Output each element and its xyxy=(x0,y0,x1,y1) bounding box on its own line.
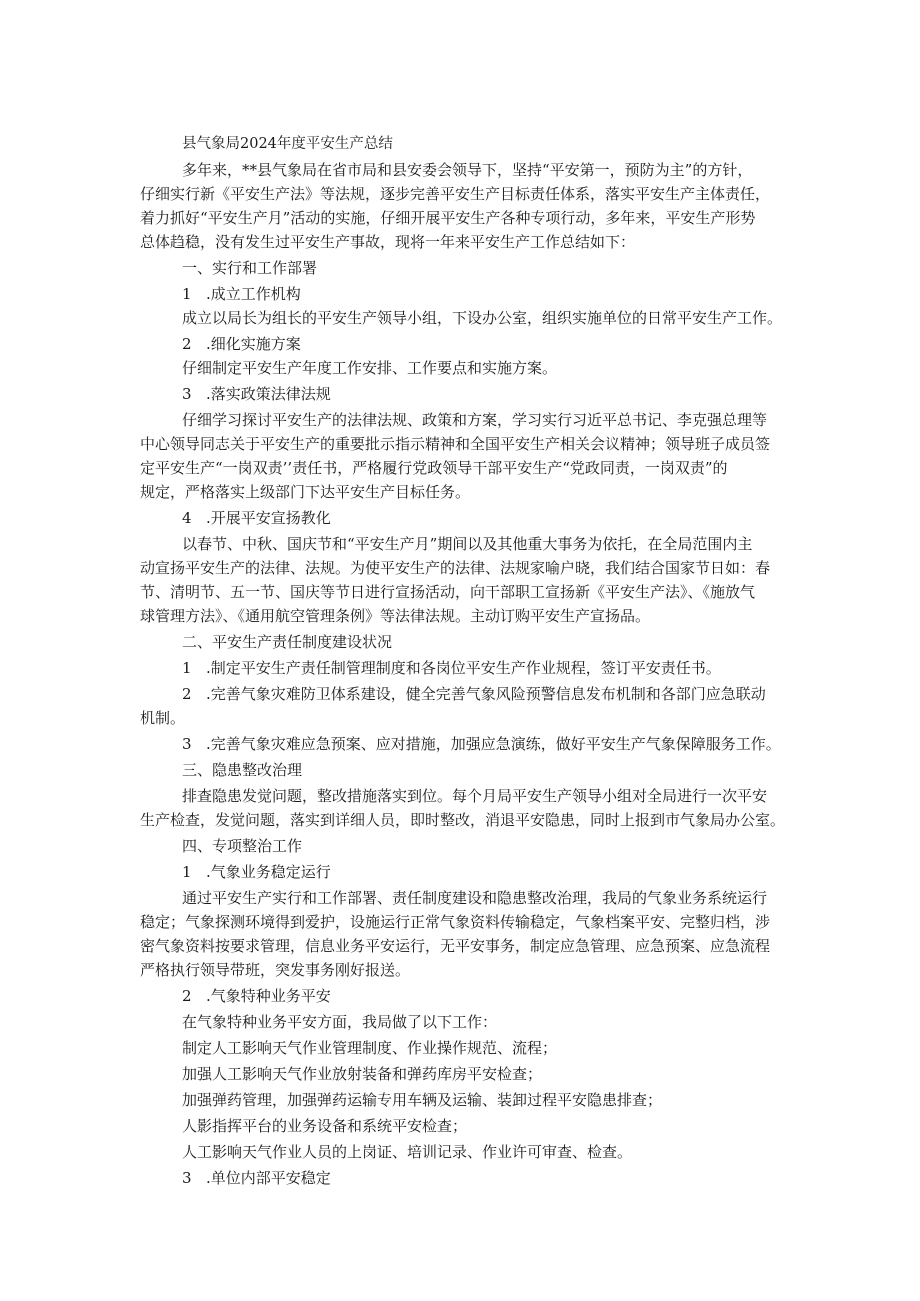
item-label: .气象业务稳定运行 xyxy=(206,863,331,881)
section-item xyxy=(140,382,788,406)
intro-paragraph xyxy=(140,158,788,254)
list-item: 人影指挥平台的业务设备和系统平安检查； xyxy=(182,1117,468,1135)
paragraph xyxy=(140,532,788,628)
item-label: .细化实施方案 xyxy=(206,335,301,353)
item-number: 3 xyxy=(182,385,192,403)
section-item xyxy=(140,732,788,756)
item-number: 2 xyxy=(182,335,192,353)
section-heading: 二、平安生产责任制度建设状况 xyxy=(182,633,393,651)
paragraph xyxy=(140,784,788,832)
section-item xyxy=(140,282,788,306)
item-label: .完善气象灾难防卫体系建设，健全完善气象风险预警信息发布机制和各部门应急联动 xyxy=(206,685,766,703)
paragraph-line: 仔细制定平安生产年度工作安排、工作要点和实施方案。 xyxy=(182,359,558,377)
list-item: 加强人工影响天气作业放射装备和弹药库房平安检查； xyxy=(182,1065,543,1083)
item-label: .完善气象灾难应急预案、应对措施，加强应急演练，做好平安生产气象保障服务工作。 xyxy=(206,735,781,753)
section-item xyxy=(140,656,788,680)
paragraph-line: 动宣扬平安生产的法律、法规。为使平安生产的法律、法规家喻户晓，我们结合国家节日如：春 xyxy=(140,559,771,577)
intro-line: 仔细实行新《平安生产法》等法规，逐步完善平安生产目标责任体系，落实平安生产主体责任， xyxy=(140,185,771,203)
section-item xyxy=(140,332,788,356)
item-number: 2 xyxy=(182,987,192,1005)
item-number: 1 xyxy=(182,659,192,677)
paragraph-line: 生产检查，发觉问题，落实到详细人员，即时整改，消退平安隐患，同时上报到市气象局办公室。 xyxy=(140,811,786,829)
item-label: .气象特种业务平安 xyxy=(206,987,331,1005)
intro-line: 多年来，**县气象局在省市局和县安委会领导下，坚持“平安第一，预防为主”的方针， xyxy=(182,161,753,179)
paragraph-line: 机制。 xyxy=(140,709,186,727)
item-label: .制定平安生产责任制管理制度和各岗位平安生产作业规程，签订平安责任书。 xyxy=(206,659,721,677)
list-item: 制定人工影响天气作业管理制度、作业操作规范、流程； xyxy=(182,1039,558,1057)
paragraph-line: 在气象特种业务平安方面，我局做了以下工作： xyxy=(182,1013,498,1031)
paragraph-line: 密气象资料按要求管理，信息业务平安运行，无平安事务，制定应急管理、应急预案、应急流程 xyxy=(140,937,771,955)
item-number: 2 xyxy=(182,685,192,703)
paragraph-line: 通过平安生产实行和工作部署、责任制度建设和隐患整改治理，我局的气象业务系统运行 xyxy=(182,889,768,907)
section-heading: 四、专项整治工作 xyxy=(182,837,303,855)
section-item xyxy=(140,860,788,884)
item-label: .开展平安宣扬教化 xyxy=(206,509,331,527)
paragraph-line: 定平安生产“一岗双责’’责任书，严格履行党政领导干部平安生产“党政同责，一岗双责”的 xyxy=(140,459,728,477)
item-number: 3 xyxy=(182,1169,192,1187)
document-body xyxy=(140,132,788,1190)
item-number: 4 xyxy=(182,509,192,527)
item-number: 1 xyxy=(182,285,192,303)
item-label: .落实政策法律法规 xyxy=(206,385,331,403)
paragraph-line: 仔细学习探讨平安生产的法律法规、政策和方案，学习实行习近平总书记、李克强总理等 xyxy=(182,411,768,429)
section-item xyxy=(140,506,788,530)
item-label: .单位内部平安稳定 xyxy=(206,1169,331,1187)
intro-line: 着力抓好“平安生产月”活动的实施，仔细开展平安生产各种专项行动，多年来，平安生产形势 xyxy=(140,209,756,227)
paragraph-line: 中心领导同志关于平安生产的重要批示指示精神和全国平安生产相关会议精神；领导班子成员签 xyxy=(140,435,771,453)
paragraph xyxy=(140,886,788,982)
section-heading: 三、隐患整改治理 xyxy=(182,761,303,779)
paragraph-line: 以春节、中秋、国庆节和“平安生产月”期间以及其他重大事务为依托，在全局范围内主 xyxy=(182,535,753,553)
document-title: 县气象局2024年度平安生产总结 xyxy=(182,136,393,152)
intro-line: 总体趋稳，没有发生过平安生产事故，现将一年来平安生产工作总结如下： xyxy=(140,233,636,251)
paragraph-line: 球管理方法》、《通用航空管理条例》等法律法规。主动订购平安生产宣扬品。 xyxy=(140,607,651,625)
paragraph-line: 严格执行领导带班，突发事务刚好报送。 xyxy=(140,961,411,979)
section-heading: 一、实行和工作部署 xyxy=(182,259,318,277)
section-item xyxy=(140,1166,788,1190)
paragraph-line: 成立以局长为组长的平安生产领导小组，下设办公室，组织实施单位的日常平安生产工作。 xyxy=(182,309,783,327)
list-item: 加强弹药管理，加强弹药运输专用车辆及运输、装卸过程平安隐患排查； xyxy=(182,1091,663,1109)
paragraph xyxy=(140,408,788,504)
item-number: 1 xyxy=(182,863,192,881)
paragraph-line: 节、清明节、五一节、国庆等节日进行宣扬活动，向干部职工宣扬新《平安生产法》、《施放气 xyxy=(140,583,756,601)
paragraph-line: 稳定；气象探测环境得到爱护，设施运行正常气象资料传输稳定，气象档案平安、完整归档，涉 xyxy=(140,913,771,931)
paragraph-line: 规定，严格落实上级部门下达平安生产目标任务。 xyxy=(140,483,471,501)
section-item xyxy=(140,682,788,706)
item-number: 3 xyxy=(182,735,192,753)
list-item: 人工影响天气作业人员的上岗证、培训记录、作业许可审查、检查。 xyxy=(182,1143,633,1161)
section-item xyxy=(140,984,788,1008)
paragraph-line: 排查隐患发觉问题，整改措施落实到位。每个月局平安生产领导小组对全局进行一次平安 xyxy=(182,787,768,805)
item-label: .成立工作机构 xyxy=(206,285,301,303)
